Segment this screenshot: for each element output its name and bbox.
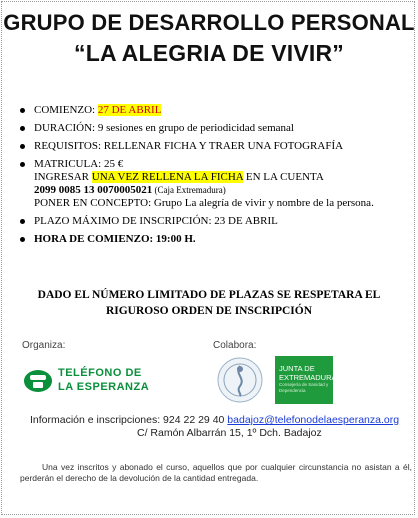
colaborador-emblem-icon	[216, 356, 264, 404]
list-item-matricula	[14, 158, 409, 210]
hands-phone-icon	[24, 370, 52, 392]
junta-sub: Consejería de Sanidad y Dependencia	[279, 382, 329, 393]
footer-text: Una vez inscritos y abonado el curso, aquellos que por cualquier circunstancia no asistan a él, perderán el derecho de la devolución de la cantidad entregada.	[20, 462, 412, 483]
telefono-logo-line2: LA ESPERANZA	[58, 381, 150, 393]
notice-text: DADO EL NÚMERO LIMITADO DE PLAZAS SE RESPETARA EL RIGUROSO ORDEN DE INSCRIPCIÓN	[37, 289, 381, 317]
account-number: 2099 0085 13 0070005021	[34, 184, 153, 196]
matricula-text: MATRICULA: 25 €	[34, 158, 124, 170]
details-list	[14, 104, 409, 251]
plazo-text: PLAZO MÁXIMO DE INSCRIPCIÓN: 23 DE ABRIL	[34, 215, 278, 227]
organiza-label: Organiza:	[22, 340, 66, 351]
account-line	[34, 184, 409, 197]
list-item-plazo	[14, 215, 409, 228]
bullet-icon	[20, 144, 25, 149]
bullet-icon	[20, 162, 25, 167]
bullet-icon	[20, 126, 25, 131]
title-line-2: “LA ALEGRIA DE VIVIR”	[74, 40, 344, 66]
list-item-comienzo	[14, 104, 409, 117]
ingresar-label: INGRESAR	[34, 171, 92, 183]
ingresar-highlight: UNA VEZ RELLENA LA FICHA	[91, 171, 244, 183]
comienzo-label: COMIENZO:	[34, 104, 98, 116]
requisitos-text: REQUISITOS: RELLENAR FICHA Y TRAER UNA FOTOGRAFÍA	[34, 140, 344, 152]
telefono-logo-text	[58, 366, 149, 394]
ingresar-rest: EN LA CUENTA	[243, 171, 324, 183]
junta-extremadura-logo	[275, 356, 337, 404]
info-text: Información e inscripciones: 924 22 29 40	[30, 414, 228, 426]
address-text: C/ Ramón Albarrán 15, 1º Dch. Badajoz	[137, 427, 322, 439]
ingresar-line	[34, 171, 409, 184]
bullet-icon	[20, 219, 25, 224]
junta-line2: EXTREMADURA	[279, 373, 337, 382]
bullet-icon	[20, 237, 25, 242]
title-line-1: GRUPO DE DESARROLLO PERSONAL	[3, 10, 415, 35]
bullet-icon	[20, 108, 25, 113]
account-bank: (Caja Extremadura)	[152, 185, 226, 195]
telefono-logo-line1: TELÉFONO DE	[58, 367, 142, 379]
list-item-duracion	[14, 122, 409, 135]
concepto-text: PONER EN CONCEPTO: Grupo La alegría de vivir y nombre de la persona.	[34, 197, 374, 209]
junta-line1: JUNTA DE	[279, 364, 315, 373]
list-item-requisitos	[14, 140, 409, 153]
hora-text: HORA DE COMIENZO: 19:00 H.	[34, 233, 196, 245]
colabora-label: Colabora:	[213, 340, 257, 351]
comienzo-value: 27 DE ABRIL	[97, 104, 162, 116]
list-item-hora	[14, 233, 409, 246]
info-line	[30, 414, 399, 426]
email-link[interactable]: badajoz@telefonodelaesperanza.org	[227, 414, 400, 426]
duracion-text: DURACIÓN: 9 sesiones en grupo de periodicidad semanal	[34, 122, 294, 134]
